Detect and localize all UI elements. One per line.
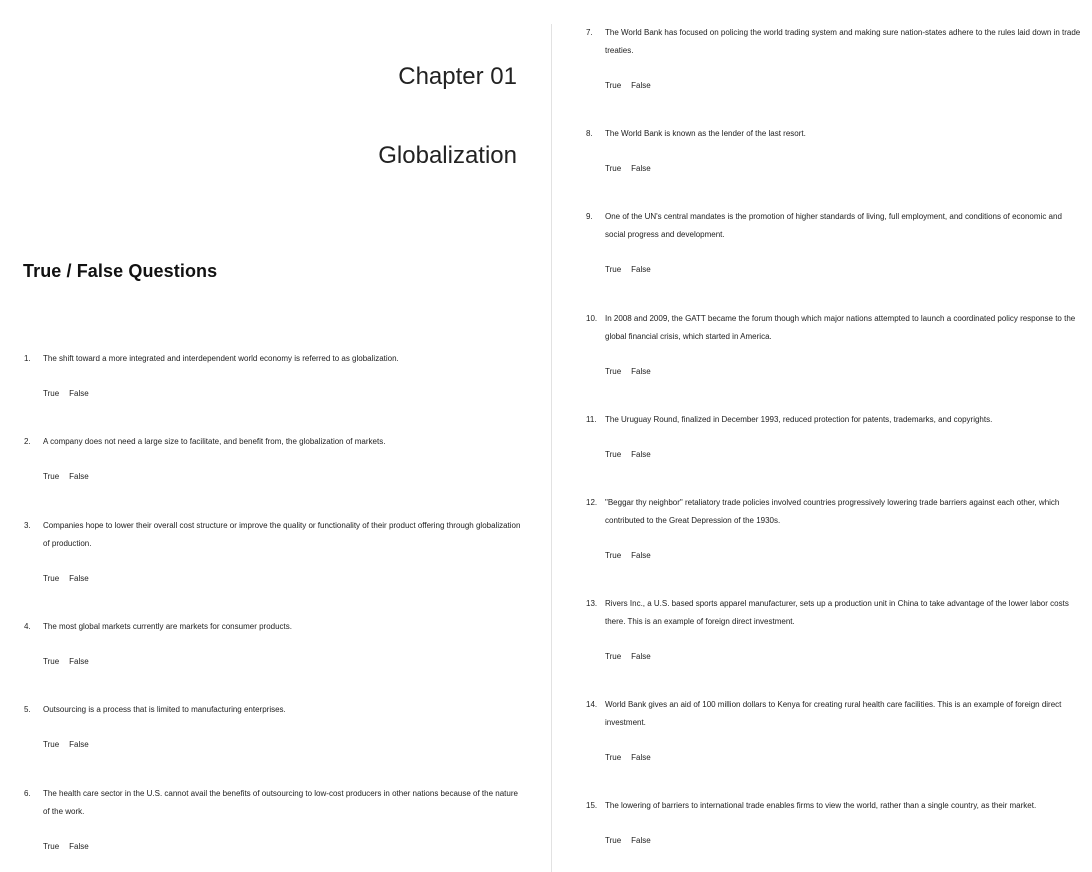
question-number: 12. bbox=[586, 498, 598, 507]
question-text: A company does not need a large size to facilitate, and benefit from, the globalization of markets. bbox=[43, 437, 386, 446]
answer-options bbox=[605, 446, 661, 464]
answer-options bbox=[605, 77, 661, 95]
false-option[interactable]: False bbox=[631, 164, 651, 173]
false-option[interactable]: False bbox=[69, 657, 89, 666]
question-text: Rivers Inc., a U.S. based sports apparel manufacturer, sets up a production unit in China to take advantage of the lower labor costs there. This is an example of foreign direct investment. bbox=[605, 599, 1069, 626]
answer-options bbox=[43, 838, 99, 856]
true-option[interactable]: True bbox=[605, 551, 622, 560]
question-text: "Beggar thy neighbor" retaliatory trade policies involved countries progressively lowering trade barriers against each other, which contributed to the Great Depression of the 1930s. bbox=[605, 498, 1060, 525]
false-option[interactable]: False bbox=[631, 367, 651, 376]
right-page bbox=[552, 0, 1092, 872]
question-number: 10. bbox=[586, 314, 598, 323]
false-option[interactable]: False bbox=[631, 450, 651, 459]
question-number: 14. bbox=[586, 700, 598, 709]
question-text: Outsourcing is a process that is limited to manufacturing enterprises. bbox=[43, 705, 286, 714]
answer-options bbox=[43, 653, 99, 671]
question-number: 6. bbox=[24, 789, 31, 798]
question-number: 8. bbox=[586, 129, 593, 138]
question-text: The Uruguay Round, finalized in December 1993, reduced protection for patents, trademarks, and copyrights. bbox=[605, 415, 993, 424]
answer-options bbox=[43, 385, 99, 403]
question-text: Companies hope to lower their overall cost structure or improve the quality or functionality of their product offering through globalization of production. bbox=[43, 521, 521, 548]
question-text: The health care sector in the U.S. cannot avail the benefits of outsourcing to low-cost producers in other nations because of the nature of the work. bbox=[43, 789, 518, 816]
true-option[interactable]: True bbox=[43, 740, 60, 749]
question-number: 7. bbox=[586, 28, 593, 37]
question-text: The most global markets currently are markets for consumer products. bbox=[43, 622, 292, 631]
question-number: 11. bbox=[586, 415, 597, 424]
answer-options bbox=[605, 160, 661, 178]
true-option[interactable]: True bbox=[605, 753, 622, 762]
true-option[interactable]: True bbox=[43, 842, 60, 851]
true-option[interactable]: True bbox=[43, 657, 60, 666]
section-heading: True / False Questions bbox=[23, 261, 218, 281]
answer-options bbox=[605, 648, 661, 666]
answer-options bbox=[43, 570, 99, 588]
answer-options bbox=[605, 363, 661, 381]
question-number: 5. bbox=[24, 705, 31, 714]
question-text: One of the UN's central mandates is the promotion of higher standards of living, full employment, and conditions of economic and social progress and development. bbox=[605, 212, 1062, 239]
question-number: 2. bbox=[24, 437, 31, 446]
question-text: The World Bank has focused on policing the world trading system and making sure nation-states adhere to the rules laid down in trade treaties. bbox=[605, 28, 1081, 55]
question-number: 1. bbox=[24, 354, 31, 363]
false-option[interactable]: False bbox=[631, 551, 651, 560]
answer-options bbox=[605, 749, 661, 767]
false-option[interactable]: False bbox=[631, 81, 651, 90]
chapter-title: Globalization bbox=[378, 142, 517, 169]
false-option[interactable]: False bbox=[69, 389, 89, 398]
chapter-label: Chapter 01 bbox=[398, 63, 517, 90]
true-option[interactable]: True bbox=[605, 450, 622, 459]
answer-options bbox=[43, 468, 99, 486]
false-option[interactable]: False bbox=[631, 836, 651, 845]
question-text: In 2008 and 2009, the GATT became the forum though which major nations attempted to launch a coordinated policy response to the global financial crisis, which started in America. bbox=[605, 314, 1076, 341]
true-option[interactable]: True bbox=[605, 652, 622, 661]
true-option[interactable]: True bbox=[605, 836, 622, 845]
false-option[interactable]: False bbox=[631, 753, 651, 762]
true-option[interactable]: True bbox=[605, 265, 622, 274]
answer-options bbox=[43, 736, 99, 754]
true-option[interactable]: True bbox=[43, 574, 60, 583]
false-option[interactable]: False bbox=[69, 472, 89, 481]
question-number: 13. bbox=[586, 599, 598, 608]
true-option[interactable]: True bbox=[43, 389, 60, 398]
true-option[interactable]: True bbox=[43, 472, 60, 481]
answer-options bbox=[605, 547, 661, 565]
question-text: The lowering of barriers to international trade enables firms to view the world, rather than a single country, as their market. bbox=[605, 801, 1037, 810]
question-number: 9. bbox=[586, 212, 593, 221]
false-option[interactable]: False bbox=[69, 574, 89, 583]
false-option[interactable]: False bbox=[69, 842, 89, 851]
question-number: 4. bbox=[24, 622, 31, 631]
question-number: 15. bbox=[586, 801, 598, 810]
answer-options bbox=[605, 832, 661, 850]
false-option[interactable]: False bbox=[631, 652, 651, 661]
answer-options bbox=[605, 261, 661, 279]
false-option[interactable]: False bbox=[69, 740, 89, 749]
question-text: The shift toward a more integrated and interdependent world economy is referred to as globalization. bbox=[43, 354, 399, 363]
false-option[interactable]: False bbox=[631, 265, 651, 274]
question-number: 3. bbox=[24, 521, 31, 530]
question-text: The World Bank is known as the lender of the last resort. bbox=[605, 129, 806, 138]
question-text: World Bank gives an aid of 100 million dollars to Kenya for creating rural health care facilities. This is an example of foreign direct investment. bbox=[605, 700, 1062, 727]
true-option[interactable]: True bbox=[605, 164, 622, 173]
true-option[interactable]: True bbox=[605, 367, 622, 376]
true-option[interactable]: True bbox=[605, 81, 622, 90]
